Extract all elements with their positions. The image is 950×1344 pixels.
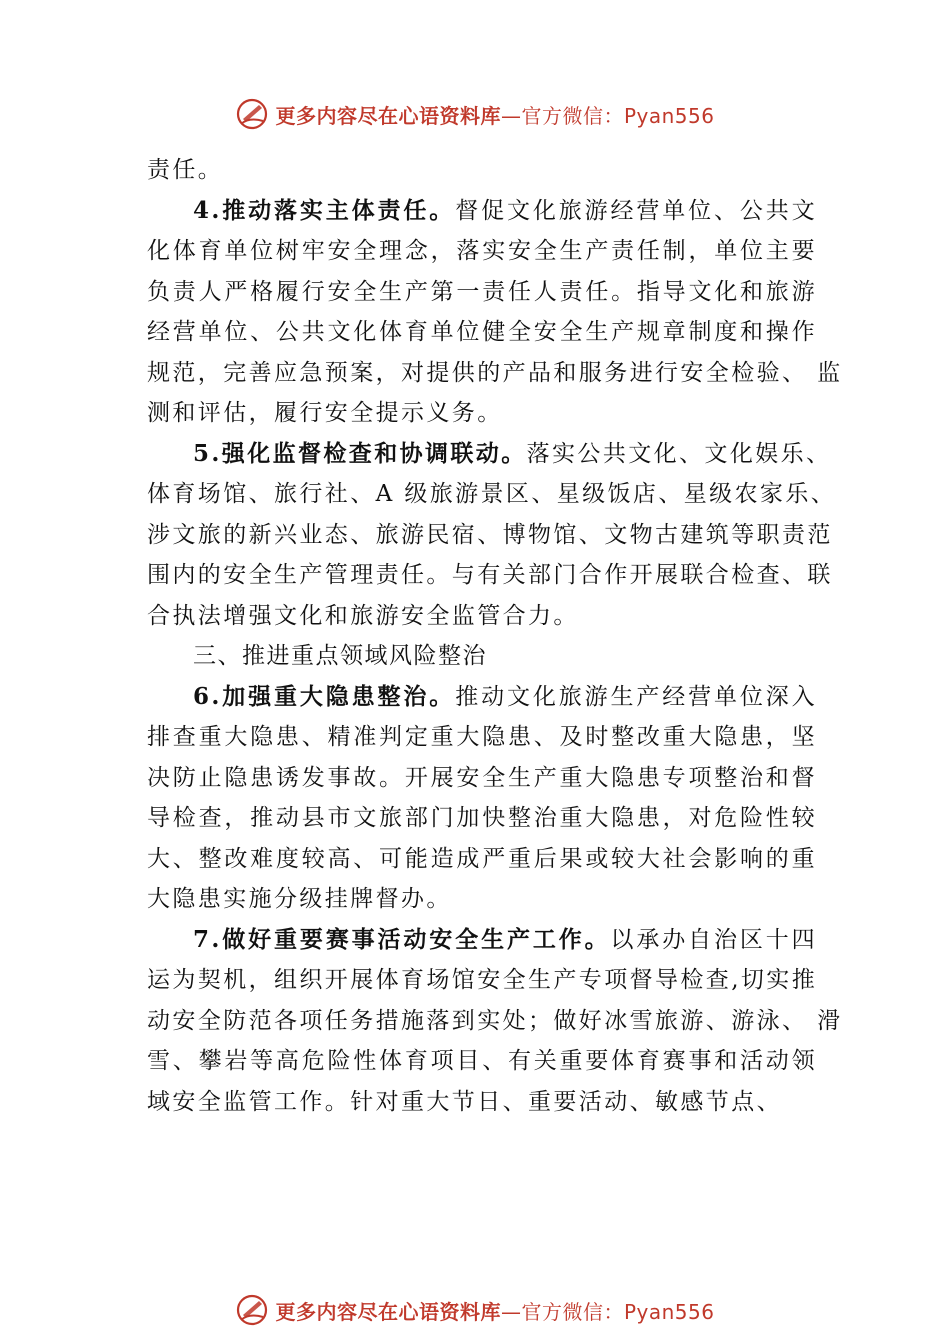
banner-main-text: 更多内容尽在心语资料库 <box>275 103 501 128</box>
banner-separator: — <box>500 1299 522 1324</box>
paragraph-4-start: 4.推动落实主体责任。督促文化旅游经营单位、公共文 <box>193 196 817 224</box>
text-line: 导检查，推动县市文旅部门加快整治重大隐患，对危险性较 <box>147 805 817 831</box>
text-line: 大隐患实施分级挂牌督办。 <box>147 886 452 912</box>
paragraph-5-start: 5.强化监督检查和协调联动。落实公共文化、文化娱乐、 <box>193 439 832 467</box>
item-7-title: 7.做好重要赛事活动安全生产工作。 <box>193 925 611 953</box>
item-5-title: 5.强化监督检查和协调联动。 <box>193 439 527 467</box>
text-line: 化体育单位树牢安全理念，落实安全生产责任制，单位主要 <box>147 238 817 264</box>
banner-separator: — <box>500 103 522 128</box>
banner-main-text: 更多内容尽在心语资料库 <box>275 1299 501 1324</box>
text-line: 涉文旅的新兴业态、旅游民宿、博物馆、文物古建筑等职责范 <box>147 521 833 548</box>
banner-wechat-text: 官方微信：Pyan556 <box>521 1299 715 1324</box>
text-line: 运为契机，组织开展体育场馆安全生产专项督导检查,切实推 <box>147 967 818 993</box>
text-line: 经营单位、公共文化体育单位健全安全生产规章制度和操作 <box>147 319 817 345</box>
text-line: 雪、攀岩等高危险性体育项目、有关重要体育赛事和活动领 <box>147 1048 817 1074</box>
brand-logo-icon <box>235 1293 269 1327</box>
text-line: 决防止隐患诱发事故。开展安全生产重大隐患专项整治和督 <box>147 764 817 791</box>
paragraph-6-start: 6.加强重大隐患整治。推动文化旅游生产经营单位深入 <box>193 682 817 710</box>
text-line: 负责人严格履行安全生产第一责任人责任。指导文化和旅游 <box>147 278 817 305</box>
header-watermark <box>0 96 950 132</box>
text-line: 动安全防范各项任务措施落到实处；做好冰雪旅游、游泳、 滑 <box>147 1007 843 1034</box>
banner-wechat-text: 官方微信：Pyan556 <box>521 103 715 128</box>
text-line: 体育场馆、旅行社、A 级旅游景区、星级饭店、星级农家乐、 <box>147 481 837 507</box>
text-line: 规范，完善应急预案，对提供的产品和服务进行安全检验、 监 <box>147 359 843 386</box>
text-line: 责任。 <box>147 157 224 183</box>
footer-watermark <box>0 1292 950 1328</box>
text-line: 围内的安全生产管理责任。与有关部门合作开展联合检查、联 <box>147 562 833 588</box>
text-line: 测和评估，履行安全提示义务。 <box>147 400 503 426</box>
text-line: 大、整改难度较高、可能造成严重后果或较大社会影响的重 <box>147 845 817 872</box>
paragraph-7-start: 7.做好重要赛事活动安全生产工作。以承办自治区十四 <box>193 925 817 953</box>
item-4-title: 4.推动落实主体责任。 <box>193 196 456 224</box>
section-heading: 三、推进重点领域风险整治 <box>193 643 487 669</box>
text-line: 域安全监管工作。针对重大节日、重要活动、敏感节点、 <box>147 1088 782 1115</box>
text-line: 合执法增强文化和旅游安全监管合力。 <box>147 602 579 629</box>
brand-logo-icon <box>235 97 269 131</box>
document-body <box>147 150 843 1122</box>
text-line: 排查重大隐患、精准判定重大隐患、及时整改重大隐患，坚 <box>147 724 817 750</box>
item-6-title: 6.加强重大隐患整治。 <box>193 682 456 710</box>
